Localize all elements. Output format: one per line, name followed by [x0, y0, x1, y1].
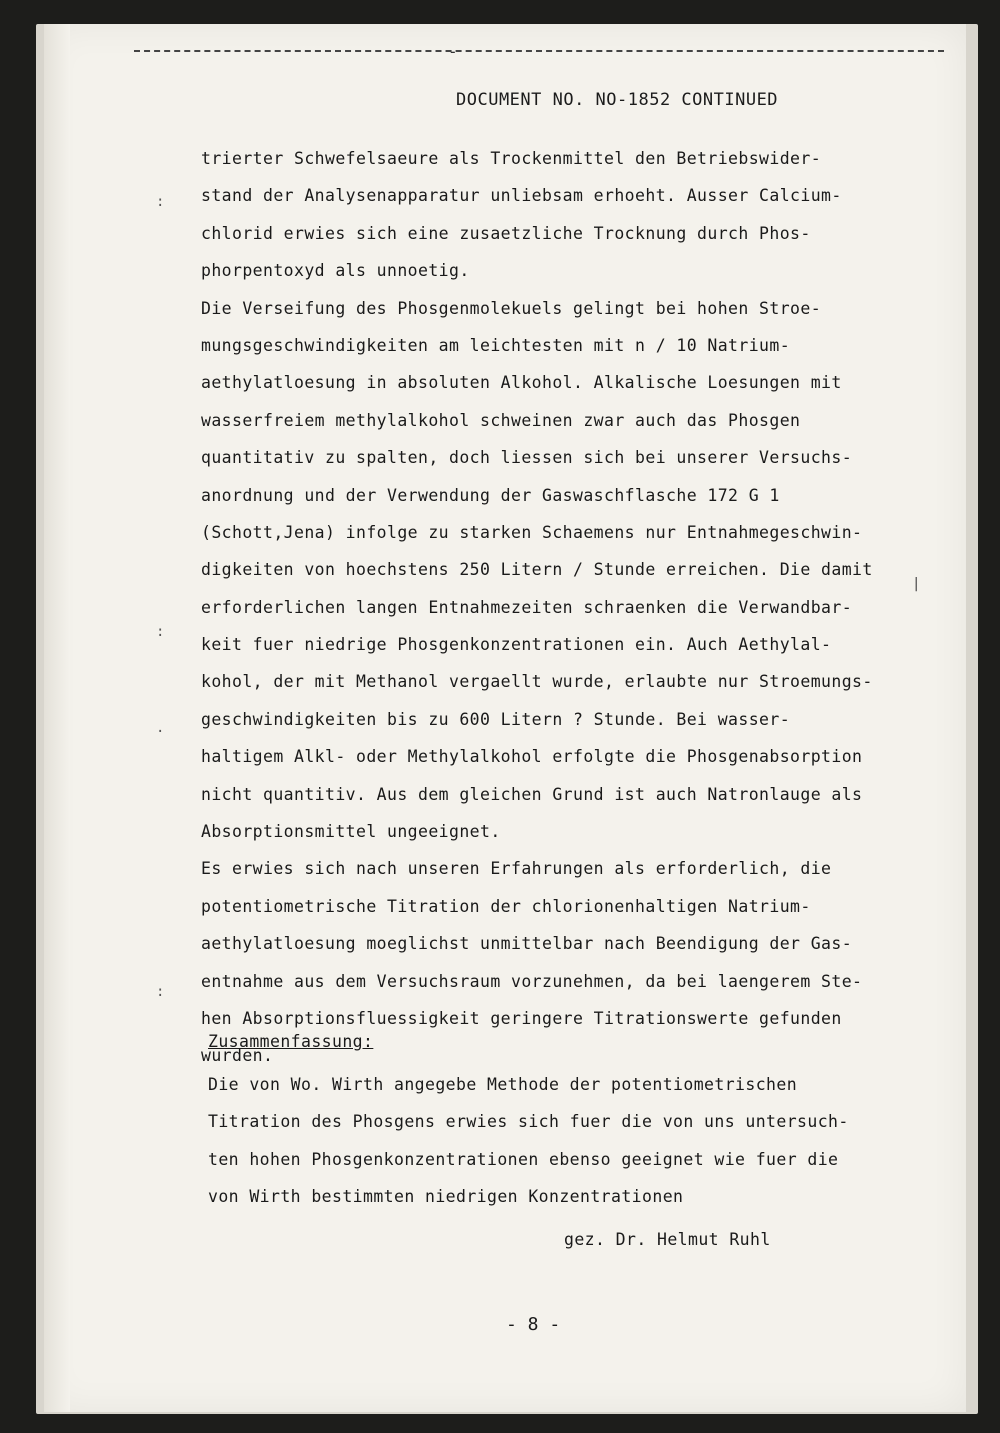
summary-line: Titration des Phosgens erwies sich fuer die von uns untersuch- — [208, 1112, 849, 1132]
summary-line: ten hohen Phosgenkonzentrationen ebenso geeignet wie fuer die — [208, 1149, 839, 1169]
punch-mark: : — [156, 984, 165, 1000]
body-line: digkeiten von hoechstens 250 Litern / Stunde erreichen. Die damit — [201, 560, 873, 580]
body-line: Absorptionsmittel ungeeignet. — [201, 822, 501, 842]
body-line: nicht quantitiv. Aus dem gleichen Grund ist auch Natronlauge als — [201, 784, 863, 804]
body-line: aethylatloesung in absoluten Alkohol. Alkalische Loesungen mit — [201, 373, 842, 393]
body-line: hen Absorptionsfluessigkeit geringere Titrationswerte gefunden — [201, 1008, 842, 1028]
body-line: quantitativ zu spalten, doch liessen sich bei unserer Versuchs- — [201, 448, 853, 468]
body-line: aethylatloesung moeglichst unmittelbar nach Beendigung der Gas- — [201, 934, 853, 954]
top-mark: - — [448, 42, 458, 61]
summary-line: von Wirth bestimmten niedrigen Konzentrationen — [208, 1187, 684, 1207]
body-line: chlorid erwies sich eine zusaetzliche Trocknung durch Phos- — [201, 223, 811, 243]
body-line: mungsgeschwindigkeiten am leichtesten mit n / 10 Natrium- — [201, 335, 791, 355]
body-line: erforderlichen langen Entnahmezeiten schraenken die Verwandbar- — [201, 597, 853, 617]
punch-mark: : — [156, 194, 165, 210]
summary-heading: Zusammenfassung: — [208, 1032, 374, 1051]
page-number: - 8 - — [506, 1314, 561, 1335]
document-header: DOCUMENT NO. NO-1852 CONTINUED — [456, 90, 779, 110]
body-line: keit fuer niedrige Phosgenkonzentrationen ein. Auch Aethylal- — [201, 635, 832, 655]
punch-mark: · — [156, 724, 165, 740]
signature: gez. Dr. Helmut Ruhl — [564, 1230, 771, 1249]
body-line: potentiometrische Titration der chlorionenhaltigen Natrium- — [201, 896, 811, 916]
body-line: haltigem Alkl- oder Methylalkohol erfolgte die Phosgenabsorption — [201, 747, 863, 767]
top-rule — [134, 50, 944, 52]
punch-mark: : — [156, 624, 165, 640]
body-line: wasserfreiem methylalkohol schweinen zwar auch das Phosgen — [201, 410, 801, 430]
body-line: stand der Analysenapparatur unliebsam erhoeht. Ausser Calcium- — [201, 186, 842, 206]
body-line: geschwindigkeiten bis zu 600 Litern ? Stunde. Bei wasser- — [201, 709, 791, 729]
body-line: phorpentoxyd als unnoetig. — [201, 261, 470, 281]
body-line: Es erwies sich nach unseren Erfahrungen als erforderlich, die — [201, 859, 832, 879]
body-line: (Schott,Jena) infolge zu starken Schaemens nur Entnahmegeschwin- — [201, 522, 863, 542]
body-line: kohol, der mit Methanol vergaellt wurde, erlaubte nur Stroemungs- — [201, 672, 873, 692]
body-line: anordnung und der Verwendung der Gaswaschflasche 172 G 1 — [201, 485, 780, 505]
body-text — [201, 140, 921, 1075]
body-line: entnahme aus dem Versuchsraum vorzunehmen, da bei laengerem Ste- — [201, 971, 863, 991]
body-line: Die Verseifung des Phosgenmolekuels gelingt bei hohen Stroe- — [201, 298, 822, 318]
binding-shadow — [44, 24, 70, 1412]
margin-tick: | — [912, 576, 921, 592]
document-page — [44, 24, 966, 1412]
summary-line: Die von Wo. Wirth angegebe Methode der potentiometrischen — [208, 1075, 798, 1094]
summary-text — [208, 1066, 928, 1216]
body-line: wurden. — [201, 1046, 274, 1066]
body-line: trierter Schwefelsaeure als Trockenmittel den Betriebswider- — [201, 149, 822, 168]
